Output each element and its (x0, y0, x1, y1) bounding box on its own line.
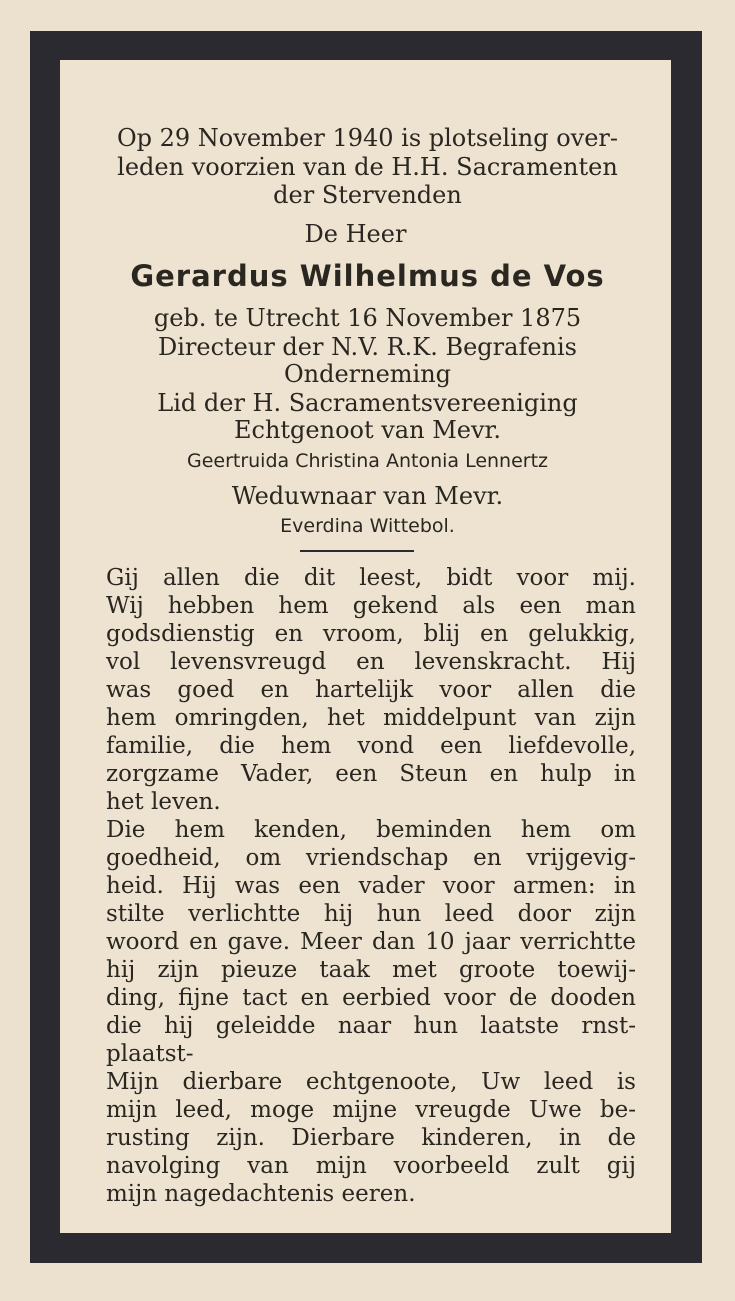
body-line-23: mijn nagedachtenis eeren. (106, 1181, 416, 1207)
body-line-10: Die hem kenden, beminden hem om (106, 817, 636, 843)
header-line-1: Op 29 November 1940 is plotseling over- (116, 124, 619, 152)
body-line-13: stilte verlichtte hij hun leed door zijn (106, 901, 636, 927)
divider-rule (300, 550, 414, 552)
body-line-2: Wij hebben hem gekend als een man (106, 593, 636, 619)
body-line-20: mijn leed, moge mijne vreugde Uwe be- (106, 1097, 636, 1123)
spouse-name: Geertruida Christina Antonia Lennertz (186, 450, 549, 472)
first-wife-name: Everdina Wittebol. (280, 515, 455, 537)
membership-line: Lid der H. Sacramentsvereeniging (157, 389, 578, 417)
body-line-17: die hij geleidde naar hun laatste rnst- (106, 1013, 636, 1039)
body-line-15: hij zijn pieuze taak met groote toewij- (106, 957, 636, 983)
body-line-19: Mijn dierbare echtgenoote, Uw leed is (106, 1069, 636, 1095)
body-line-16: ding, fijne tact en eerbied voor de dooden (106, 985, 636, 1011)
header-line-2: leden voorzien van de H.H. Sacramenten (117, 153, 618, 181)
body-line-8: zorgzame Vader, een Steun en hulp in (106, 761, 636, 787)
body-line-5: was goed en hartelijk voor allen die (106, 677, 636, 703)
body-line-9: het leven. (106, 789, 221, 815)
body-line-11: goedheid, om vriendschap en vrijgevig- (106, 845, 636, 871)
body-line-14: woord en gave. Meer dan 10 jaar verrichtte (106, 929, 636, 955)
body-line-21: rusting zijn. Dierbare kinderen, in de (106, 1125, 636, 1151)
body-line-3: godsdienstig en vroom, blij en gelukkig, (106, 621, 636, 647)
body-line-18: plaatst- (106, 1041, 194, 1067)
body-line-6: hem omringden, het middelpunt van zijn (106, 705, 636, 731)
spouse-label: Echtgenoot van Mevr. (233, 416, 501, 444)
body-line-7: familie, die hem vond een liefdevolle, (106, 733, 636, 759)
occupation-line-1: Directeur der N.V. R.K. Begrafenis (157, 333, 577, 361)
birth-line: geb. te Utrecht 16 November 1875 (153, 304, 582, 332)
body-line-1: Gij allen die dit leest, bidt voor mij. (106, 565, 636, 591)
deceased-name: Gerardus Wilhelmus de Vos (130, 259, 605, 293)
body-line-22: navolging van mijn voorbeeld zult gij (106, 1153, 636, 1179)
widower-label: Weduwnaar van Mevr. (231, 482, 504, 510)
header-line-3: der Stervenden (273, 181, 462, 209)
body-line-12: heid. Hij was een vader voor armen: in (106, 873, 636, 899)
body-line-4: vol levensvreugd en levenskracht. Hij (106, 649, 636, 675)
title-line: De Heer (304, 220, 407, 248)
occupation-line-2: Onderneming (283, 360, 452, 388)
